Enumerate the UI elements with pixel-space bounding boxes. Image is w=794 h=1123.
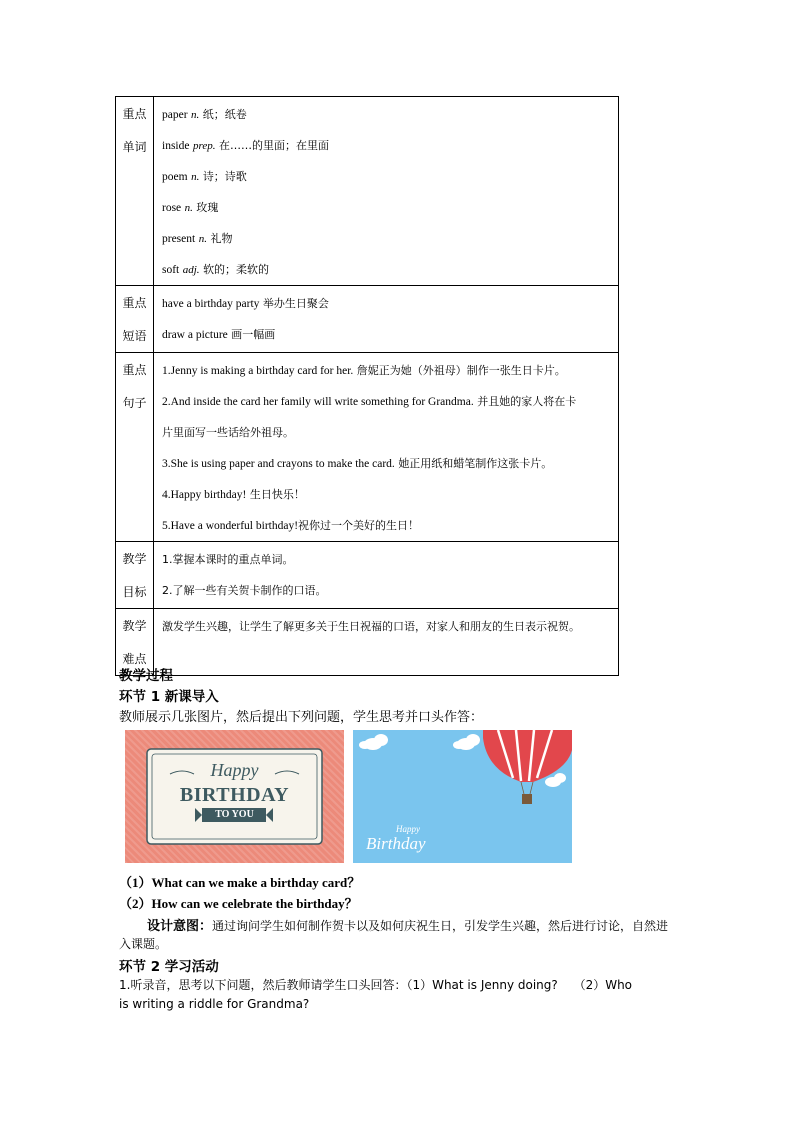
word-entry: paper n. 纸；纸卷 [162, 108, 247, 121]
design-intent-text: 通过询问学生如何制作贺卡以及如何庆祝生日，引发学生兴趣，然后进行讨论，自然进 [212, 919, 669, 933]
word-entry: poem n. 诗；诗歌 [162, 170, 247, 183]
word-entry: present n. 礼物 [162, 232, 233, 245]
step-1-heading: 环节 1 新课导入 [119, 689, 219, 705]
section-title: 教学过程 [119, 668, 173, 684]
design-intent [119, 915, 679, 934]
card-happy-text: Happy [210, 760, 259, 780]
row-label: 重点 [122, 296, 147, 310]
row-label: 重点 [122, 107, 147, 121]
row-label: 句子 [122, 396, 147, 410]
row-label: 重点 [122, 363, 147, 377]
step-2-heading: 环节 2 学习活动 [119, 959, 219, 975]
row-teaching-goals [116, 542, 619, 609]
phrase-entry: draw a picture 画一幅画 [162, 328, 276, 341]
word-entry: inside prep. 在……的里面；在里面 [162, 139, 329, 152]
row-label: 短语 [122, 329, 147, 343]
row-label: 教学 [122, 619, 147, 633]
birthday-card-image [125, 730, 344, 863]
row-key-sentences [116, 353, 619, 542]
question-2: （2）How can we celebrate the birthday？ [119, 896, 358, 911]
balloon-card-happy-text: Happy [396, 824, 420, 834]
design-intent-continued: 入课题。 [119, 937, 168, 951]
sentence-line: 片里面写一些话给外祖母。 [162, 426, 294, 439]
word-entry: rose n. 玫瑰 [162, 201, 219, 214]
row-label: 难点 [122, 652, 147, 666]
card-to-you-text: TO YOU [215, 809, 254, 820]
question-1: （1）What can we make a birthday card？ [119, 875, 361, 890]
sentence-line: 1.Jenny is making a birthday card for her. 詹妮正为她（外祖母）制作一张生日卡片。 [162, 364, 566, 377]
lesson-table [115, 96, 619, 676]
listening-task-continued: is writing a riddle for Grandma? [119, 997, 310, 1011]
sentence-line: 4.Happy birthday! 生日快乐！ [162, 488, 305, 501]
design-intent-label: 设计意图： [147, 919, 213, 934]
difficulty-line: 激发学生兴趣，让学生了解更多关于生日祝福的口语，对家人和朋友的生日表示祝贺。 [162, 620, 580, 633]
word-entry: soft adj. 软的；柔软的 [162, 263, 270, 276]
sentence-line: 2.And inside the card her family will write something for Grandma. 并且她的家人将在卡 [162, 395, 577, 408]
goal-line: 2.了解一些有关贺卡制作的口语。 [162, 584, 327, 597]
row-key-phrases [116, 286, 619, 353]
sentence-line: 3.She is using paper and crayons to make the card. 她正用纸和蜡笔制作这张卡片。 [162, 457, 553, 470]
row-label: 目标 [122, 585, 147, 599]
intro-text: 教师展示几张图片，然后提出下列问题，学生思考并口头作答： [119, 710, 484, 725]
row-label: 教学 [122, 552, 147, 566]
row-key-words [116, 97, 619, 286]
goal-line: 1.掌握本课时的重点单词。 [162, 553, 294, 566]
phrase-entry: have a birthday party 举办生日聚会 [162, 297, 329, 310]
sentence-line: 5.Have a wonderful birthday!祝你过一个美好的生日！ [162, 519, 420, 532]
balloon-image [353, 730, 572, 863]
balloon-card-birthday-text: Birthday [366, 834, 426, 853]
listening-task: 1.听录音，思考以下问题，然后教师请学生口头回答：（1）What is Jenny doing? （2）Who [119, 978, 633, 992]
card-birthday-text: BIRTHDAY [179, 784, 290, 806]
row-label: 单词 [122, 140, 147, 154]
